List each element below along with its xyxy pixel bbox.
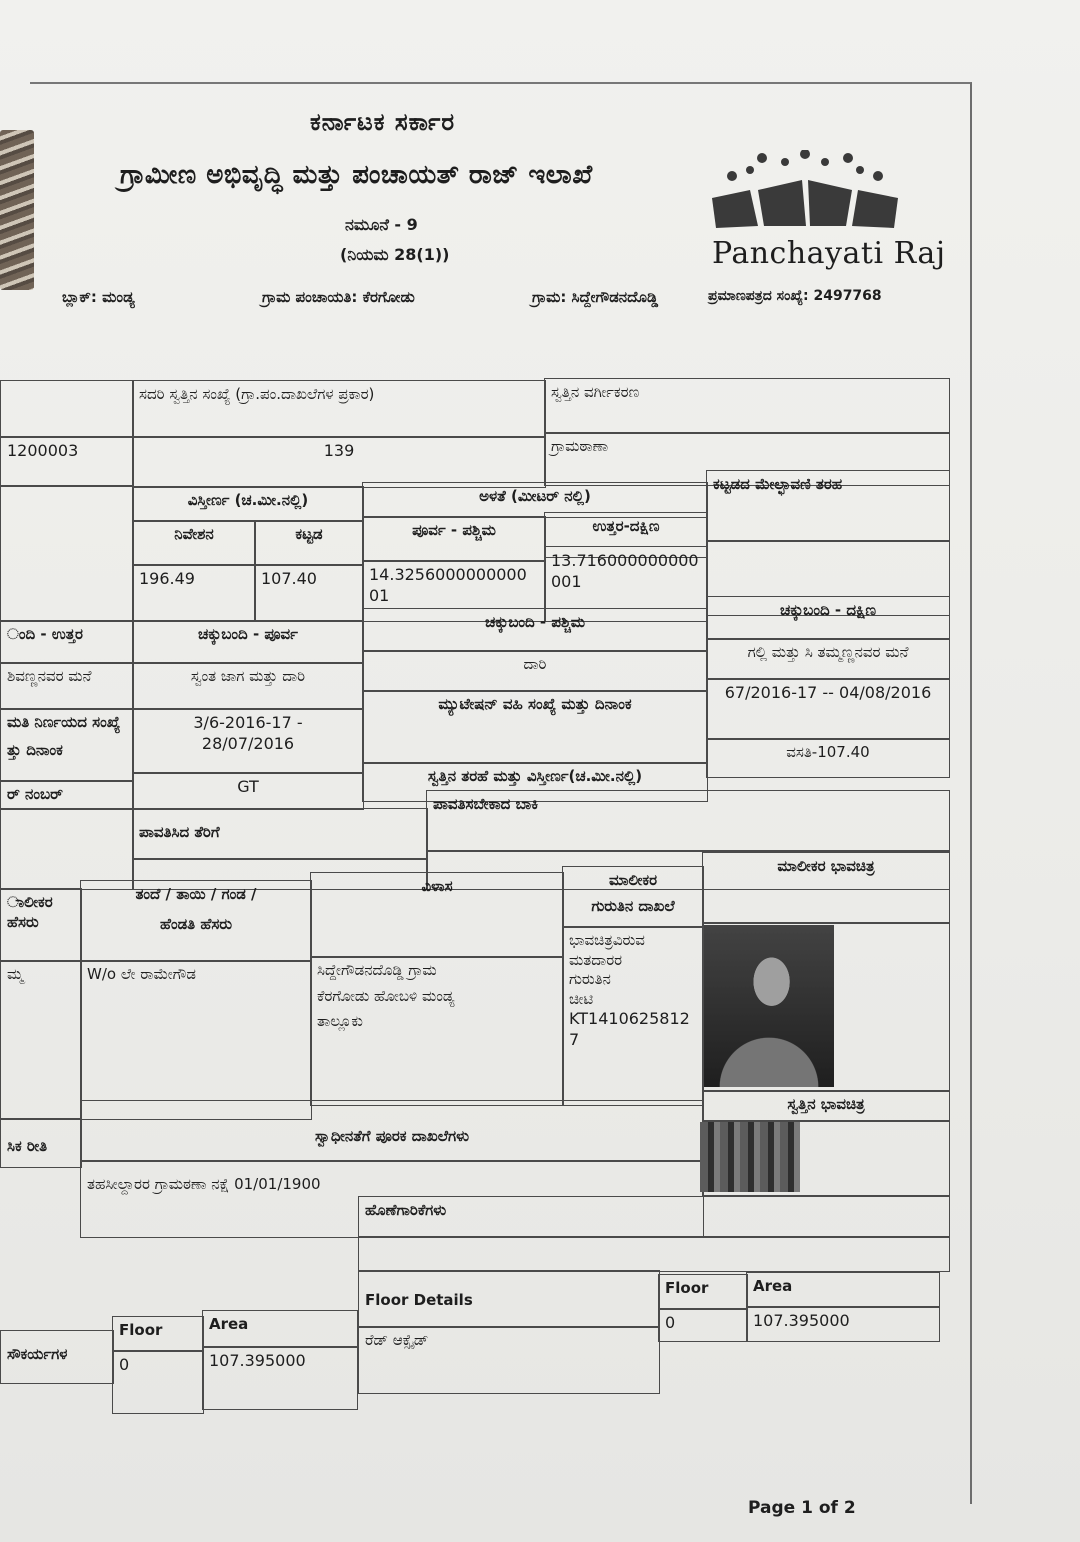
liabilities-value-cell xyxy=(358,1236,950,1272)
relation-value-cell xyxy=(80,960,312,1120)
right-floor-header-cell xyxy=(658,1274,748,1310)
id-line6: 7 xyxy=(569,1029,580,1049)
owner-name-label: ಾಲೀಕರ ಹೆಸರು xyxy=(7,893,53,931)
right-floor-value-cell xyxy=(658,1308,748,1342)
type-value-cell xyxy=(706,738,950,778)
id-line4: ಚೀಟಿ xyxy=(569,989,594,1008)
cell xyxy=(0,486,134,622)
ew-value-line2: 01 xyxy=(369,585,390,605)
address-line3: ತಾಲ್ಲೂಕು xyxy=(317,1012,363,1030)
east-label-cell xyxy=(132,620,364,664)
amenities-label-cell xyxy=(0,1330,114,1384)
building-value-cell xyxy=(254,564,364,622)
left-floor-header: Floor xyxy=(119,1321,163,1339)
id-label-line1: ಮಾಲೀಕರ xyxy=(608,871,658,889)
acquisition-label: ಸಿಕ ರೀತಿ xyxy=(7,1137,48,1155)
site-label: ನಿವೇಶನ xyxy=(174,525,214,543)
address-label: ವಿಳಾಸ xyxy=(421,877,453,895)
ew-value-line1: 14.3256000000000 xyxy=(369,565,527,584)
roof-type: ರೆಡ್ ಆಕ್ಸೈಡ್ xyxy=(365,1331,429,1349)
ew-label: ಪೂರ್ವ - ಪಶ್ಚಿಮ xyxy=(412,521,496,539)
village-label: ಗ್ರಾಮ: ಸಿದ್ದೇಗೌಡನದೊಡ್ಡಿ xyxy=(532,288,659,306)
acquisition-label-cell xyxy=(0,1118,82,1168)
ns-value-line2: 001 xyxy=(551,571,582,591)
docs-label: ಸ್ವಾಧೀನತೆಗೆ ಪೂರಕ ದಾಖಲೆಗಳು xyxy=(314,1127,470,1145)
left-id: 1200003 xyxy=(7,441,79,460)
west-label: ಚಕ್ಕುಬಂದಿ - ಪಶ್ಚಿಮ xyxy=(485,613,585,631)
roof-label: ಕಟ್ಟಡದ ಮೇಲ್ಛಾವಣಿ ತರಹ xyxy=(713,475,843,493)
right-area-value: 107.395000 xyxy=(753,1311,850,1330)
owner-name-label-cell xyxy=(0,888,82,962)
left-floor-value: 0 xyxy=(119,1355,130,1374)
page-number: Page 1 of 2 xyxy=(748,1498,856,1518)
ew-label-cell xyxy=(362,516,546,562)
left-area-header-cell xyxy=(202,1310,358,1348)
mutation-value: 67/2016-17 -- 04/08/2016 xyxy=(724,683,932,702)
mutation-value-cell xyxy=(706,678,950,740)
mutation-label-cell xyxy=(362,690,708,764)
relation-label-line2: ಹೆಂಡತಿ ಹೆಸರು xyxy=(159,914,233,933)
resolution-label-line1: ಮತಿ ನಿರ್ಣಯದ ಸಂಖ್ಯೆ xyxy=(7,713,121,731)
roof-label-cell xyxy=(706,470,950,542)
property-photo xyxy=(700,1122,800,1192)
resolution-label-cell xyxy=(0,708,134,782)
mutation-label: ಮ್ಯುಟೇಷನ್ ವಹಿ ಸಂಖ್ಯೆ ಮತ್ತು ದಿನಾಂಕ xyxy=(438,695,632,713)
tax-paid-label-cell xyxy=(132,808,428,860)
id-line5: KT1410625812 xyxy=(569,1009,690,1028)
docs-label-cell xyxy=(80,1100,704,1162)
floor-details-label: Floor Details xyxy=(365,1291,473,1309)
classification-label: ಸ್ವತ್ತಿನ ವರ್ಗೀಕರಣ xyxy=(551,383,640,401)
left-id-cell xyxy=(0,436,134,486)
right-area-header: Area xyxy=(753,1277,793,1295)
east-value-cell xyxy=(132,662,364,710)
right-floor-value: 0 xyxy=(665,1313,676,1332)
address-line1: ಸಿದ್ದೇಗೌಡನದೊಡ್ಡಿ ಗ್ರಾಮ xyxy=(317,961,437,979)
liabilities-label: ಹೊಣೆಗಾರಿಕೆಗಳು xyxy=(365,1201,447,1219)
left-area-value: 107.395000 xyxy=(209,1351,306,1370)
cell xyxy=(0,380,134,438)
department-title: ಗ್ರಾಮೀಣ ಅಭಿವೃದ್ಧಿ ಮತ್ತು ಪಂಚಾಯತ್ ರಾಜ್ ಇಲಾಖೆ xyxy=(120,160,593,190)
floor-details-label-cell xyxy=(358,1270,660,1328)
property-number-label-cell xyxy=(132,380,546,438)
id-line3: ಗುರುತಿನ xyxy=(569,970,611,988)
docs-value: ತಹಸೀಲ್ದಾರರ ಗ್ರಾಮಠಣಾ ನಕ್ಷೆ 01/01/1900 xyxy=(87,1175,321,1193)
owner-photo-label-cell xyxy=(702,852,950,924)
property-number-cell xyxy=(132,436,546,488)
south-label-cell xyxy=(706,596,950,640)
resolution-value-line1: 3/6-2016-17 - xyxy=(193,713,303,732)
left-area-header: Area xyxy=(209,1315,249,1333)
classification-value: ಗ್ರಾಮಠಾಣಾ xyxy=(551,437,609,455)
west-label-cell xyxy=(362,608,708,652)
government-title: ಕರ್ನಾಟಕ ಸರ್ಕಾರ xyxy=(310,108,456,136)
north-label: ಂದಿ - ಉತ್ತರ xyxy=(7,625,83,643)
block-label: ಬ್ಲಾಕ್: ಮಂಡ್ಯ xyxy=(62,288,135,306)
north-value-cell xyxy=(0,662,134,710)
site-value-cell xyxy=(132,564,256,622)
owner-photo xyxy=(704,925,834,1087)
id-line2: ಮತದಾರರ xyxy=(569,950,623,969)
east-label: ಚಕ್ಕುಬಂದಿ - ಪೂರ್ವ xyxy=(198,625,298,643)
tax-due-label-cell xyxy=(426,790,950,852)
tax-due-label: ಪಾವತಿಸಬೇಕಾದ ಬಾಕಿ xyxy=(433,795,539,813)
address-label-cell xyxy=(310,872,564,958)
cell xyxy=(0,808,134,890)
south-value-cell xyxy=(706,638,950,680)
gram-panchayat-label: ಗ್ರಾಮ ಪಂಚಾಯತಿ: ಕೆರಗೋಡು xyxy=(262,288,415,306)
relation-label-line1: ತಂದೆ / ತಾಯಿ / ಗಂಡ / xyxy=(135,885,257,903)
ns-value-line1: 13.716000000000 xyxy=(551,551,699,570)
north-value: ಶಿವಣ್ಣನವರ ಮನೆ xyxy=(7,667,92,685)
resolution-value-line2: 28/07/2016 xyxy=(201,733,295,753)
site-label-cell xyxy=(132,520,256,566)
id-label-line2: ಗುರುತಿನ ದಾಖಲೆ xyxy=(591,896,675,915)
east-value: ಸ್ವಂತ ಜಾಗ ಮತ್ತು ದಾರಿ xyxy=(190,667,306,685)
tax-paid-label: ಪಾವತಿಸಿದ ತೆರಿಗೆ xyxy=(139,823,220,841)
relation-value: W/o ಲೇ ರಾಮೇಗೌಡ xyxy=(87,965,196,983)
west-value: ದಾರಿ xyxy=(523,655,547,673)
measure-label: ಅಳತೆ (ಮೀಟರ್ ನಲ್ಲಿ) xyxy=(479,487,591,505)
address-line2: ಕೆರಗೋಡು ಹೋಬಳಿ ಮಂಡ್ಯ xyxy=(317,986,455,1005)
form-rule: (ನಿಯಮ 28(1)) xyxy=(340,245,450,264)
right-area-value-cell xyxy=(746,1306,940,1342)
relation-label-cell xyxy=(80,880,312,962)
building-label-cell xyxy=(254,520,364,566)
id-value-cell xyxy=(562,926,704,1106)
classification-label-cell xyxy=(544,378,950,434)
south-label: ಚಕ್ಕುಬಂದಿ - ದಕ್ಷಿಣ xyxy=(779,601,877,619)
property-photo-label: ಸ್ವತ್ತಿನ ಭಾವಚಿತ್ರ xyxy=(787,1095,865,1113)
id-label-cell xyxy=(562,866,704,928)
extent-label-cell xyxy=(132,486,364,522)
south-value: ಗಲ್ಲಿ ಮತ್ತು ಸಿ ತಮ್ಮಣ್ಣನವರ ಮನೆ xyxy=(747,643,909,661)
building-value: 107.40 xyxy=(261,569,317,588)
left-floor-value-cell xyxy=(112,1350,204,1414)
site-value: 196.49 xyxy=(139,569,195,588)
left-floor-header-cell xyxy=(112,1316,204,1352)
resolution-value-cell xyxy=(132,708,364,774)
ns-label: ಉತ್ತರ-ದಕ್ಷಿಣ xyxy=(592,517,660,535)
right-floor-header: Floor xyxy=(665,1279,709,1297)
certificate-number: ಪ್ರಮಾಣಪತ್ರದ ಸಂಖ್ಯೆ: 2497768 xyxy=(708,288,882,304)
owner-name-value: ಮ್ಮ xyxy=(7,965,24,983)
extent-label: ವಿಸ್ತೀರ್ಣ (ಚ.ಮೀ.ನಲ್ಲಿ) xyxy=(187,491,309,509)
amenities-label: ಸೌಕರ್ಯಗಳ xyxy=(7,1345,68,1363)
number-value-cell xyxy=(132,772,364,810)
property-number-label: ಸದರಿ ಸ್ವತ್ತಿನ ಸಂಖ್ಯೆ (ಗ್ರಾ.ಪಂ.ದಾಖಲೆಗಳ ಪ್ರಕಾರ) xyxy=(139,385,375,403)
roof-type-cell xyxy=(358,1326,660,1394)
right-area-header-cell xyxy=(746,1272,940,1308)
west-value-cell xyxy=(362,650,708,692)
type-label: ಸ್ವತ್ತಿನ ತರಹೆ ಮತ್ತು ವಿಸ್ತೀರ್ಣ(ಚ.ಮೀ.ನಲ್ಲಿ) xyxy=(427,767,643,785)
state-emblem xyxy=(0,130,34,290)
resolution-label-line2: ತ್ತು ದಿನಾಂಕ xyxy=(7,740,63,759)
north-label-cell xyxy=(0,620,134,664)
form-name: ನಮೂನೆ - 9 xyxy=(345,215,418,234)
id-line1: ಭಾವಚಿತ್ರವಿರುವ xyxy=(569,931,645,949)
number-label: ರ್ ನಂಬರ್ xyxy=(7,785,63,803)
property-photo-label-cell xyxy=(702,1090,950,1122)
liabilities-label-cell xyxy=(358,1196,950,1238)
type-value: ವಸತಿ-107.40 xyxy=(786,743,870,761)
left-area-value-cell xyxy=(202,1346,358,1410)
number-value: GT xyxy=(237,777,259,796)
logo-text: Panchayati Raj xyxy=(712,236,946,271)
property-number: 139 xyxy=(323,441,355,460)
number-label-cell xyxy=(0,780,134,810)
owner-name-cell xyxy=(0,960,82,1120)
owner-photo-label: ಮಾಲೀಕರ ಭಾವಚಿತ್ರ xyxy=(777,857,875,875)
address-value-cell xyxy=(310,956,564,1106)
building-label: ಕಟ್ಟಡ xyxy=(295,525,323,543)
